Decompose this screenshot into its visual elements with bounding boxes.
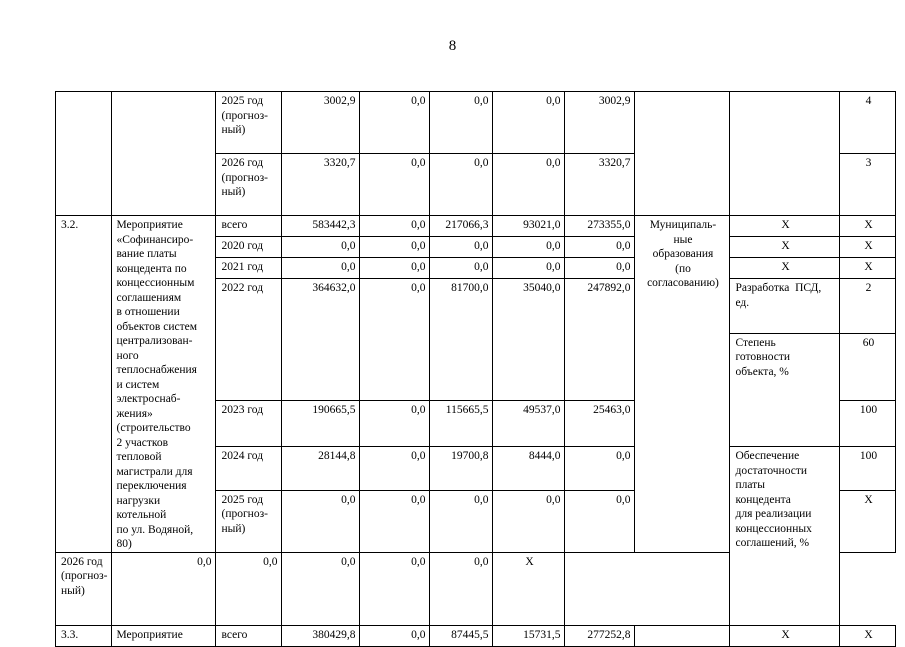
value-cell: 0,0 [282, 552, 360, 625]
value-cell: 0,0 [360, 92, 430, 154]
value-cell: 25463,0 [565, 401, 635, 447]
cont-num-cell [56, 92, 112, 216]
value-cell: 0,0 [360, 154, 430, 216]
value-cell: 0,0 [493, 237, 565, 258]
year-cell: 2025 год (прогноз- ный) [216, 490, 282, 552]
value-cell: 0,0 [360, 258, 430, 279]
value-cell: 93021,0 [493, 216, 565, 237]
year-cell: 2024 год [216, 447, 282, 491]
value-cell: 273355,0 [565, 216, 635, 237]
page-number: 8 [448, 38, 457, 54]
total-cell: 0,0 [282, 490, 360, 552]
value-cell: 0,0 [360, 447, 430, 491]
value-cell: 0,0 [565, 237, 635, 258]
year-cell: 2020 год [216, 237, 282, 258]
value-cell: 0,0 [360, 490, 430, 552]
indicator-value-cell: 60 [840, 333, 896, 401]
indicator-cell: X [730, 216, 840, 237]
value-cell: 115665,5 [430, 401, 493, 447]
value-cell: 49537,0 [493, 401, 565, 447]
total-cell: 364632,0 [282, 279, 360, 401]
value-cell: 0,0 [565, 258, 635, 279]
executor-cell: Муниципаль- ные образования (по согласованию) [635, 216, 730, 553]
table-row [56, 625, 896, 646]
year-cell: 2021 год [216, 258, 282, 279]
indicator-cell: X [730, 237, 840, 258]
indicator-value-cell: X [840, 216, 896, 237]
table-row [56, 216, 896, 237]
program-table [55, 91, 896, 647]
indicator-cell: X [730, 258, 840, 279]
value-cell: 0,0 [216, 552, 282, 625]
total-cell: 583442,3 [282, 216, 360, 237]
item-number: 3.2. [56, 216, 112, 553]
indicator-value-cell: X [840, 490, 896, 552]
value-cell: 0,0 [360, 625, 430, 646]
value-cell: 3320,7 [565, 154, 635, 216]
value-cell: 0,0 [493, 490, 565, 552]
value-cell: 35040,0 [493, 279, 565, 401]
year-cell: всего [216, 625, 282, 646]
total-cell: 3320,7 [282, 154, 360, 216]
indicator-cell: X [730, 625, 840, 646]
value-cell: 0,0 [360, 401, 430, 447]
value-cell: 0,0 [565, 490, 635, 552]
year-cell: всего [216, 216, 282, 237]
value-cell: 0,0 [565, 447, 635, 491]
cont-name-cell [112, 92, 216, 216]
value-cell: 0,0 [430, 552, 493, 625]
total-cell: 380429,8 [282, 625, 360, 646]
executor-cell [635, 625, 730, 646]
value-cell: 277252,8 [565, 625, 635, 646]
value-cell: 0,0 [430, 237, 493, 258]
value-cell: 0,0 [493, 92, 565, 154]
value-cell: 0,0 [430, 490, 493, 552]
indicator-psd: Разработка ПСД, ед. [730, 279, 840, 334]
year-cell: 2025 год (прогноз- ный) [216, 92, 282, 154]
item-number: 3.3. [56, 625, 112, 646]
value-cell: 0,0 [430, 154, 493, 216]
value-cell: 217066,3 [430, 216, 493, 237]
value-cell: 0,0 [430, 92, 493, 154]
indicator-value-cell: X [840, 258, 896, 279]
total-cell: 0,0 [282, 237, 360, 258]
item-name: Мероприятие [112, 625, 216, 646]
value-cell: 0,0 [360, 237, 430, 258]
year-cell: 2026 год (прогноз- ный) [56, 552, 112, 625]
total-cell: 3002,9 [282, 92, 360, 154]
value-cell: 247892,0 [565, 279, 635, 401]
value-cell: 87445,5 [430, 625, 493, 646]
cont-indicator-cell [730, 92, 840, 216]
item-name: Мероприятие «Софинансиро- вание платы концедента по концессионным соглашениям в отношении объектов систем централизован- ного теплоснабжения и систем электроснаб- жения» (строительство 2 участков тепловой магистрали для переключения нагрузки котельной по ул. Водяной, 80) [112, 216, 216, 553]
value-cell: 3002,9 [565, 92, 635, 154]
indicator-sufficiency: Обеспечение достаточности платы концедента для реализации концессионных соглашений, % [730, 447, 840, 626]
indicator-value-cell: 3 [840, 154, 896, 216]
total-cell: 190665,5 [282, 401, 360, 447]
indicator-value-cell: 4 [840, 92, 896, 154]
indicator-value-cell: X [493, 552, 565, 625]
year-cell: 2023 год [216, 401, 282, 447]
value-cell: 0,0 [360, 216, 430, 237]
total-cell: 28144,8 [282, 447, 360, 491]
cont-executor-cell [635, 92, 730, 216]
table-row [56, 92, 896, 154]
indicator-value-cell: 2 [840, 279, 896, 334]
indicator-readiness: Степень готовности объекта, % [730, 333, 840, 447]
indicator-value-cell: 100 [840, 447, 896, 491]
total-cell: 0,0 [112, 552, 216, 625]
indicator-value-cell: 100 [840, 401, 896, 447]
value-cell: 81700,0 [430, 279, 493, 401]
indicator-value-cell: X [840, 625, 896, 646]
indicator-value-cell: X [840, 237, 896, 258]
value-cell: 0,0 [493, 154, 565, 216]
value-cell: 0,0 [360, 279, 430, 401]
value-cell: 8444,0 [493, 447, 565, 491]
value-cell: 0,0 [493, 258, 565, 279]
value-cell: 19700,8 [430, 447, 493, 491]
year-cell: 2026 год (прогноз- ный) [216, 154, 282, 216]
total-cell: 0,0 [282, 258, 360, 279]
year-cell: 2022 год [216, 279, 282, 401]
value-cell: 15731,5 [493, 625, 565, 646]
value-cell: 0,0 [430, 258, 493, 279]
value-cell: 0,0 [360, 552, 430, 625]
